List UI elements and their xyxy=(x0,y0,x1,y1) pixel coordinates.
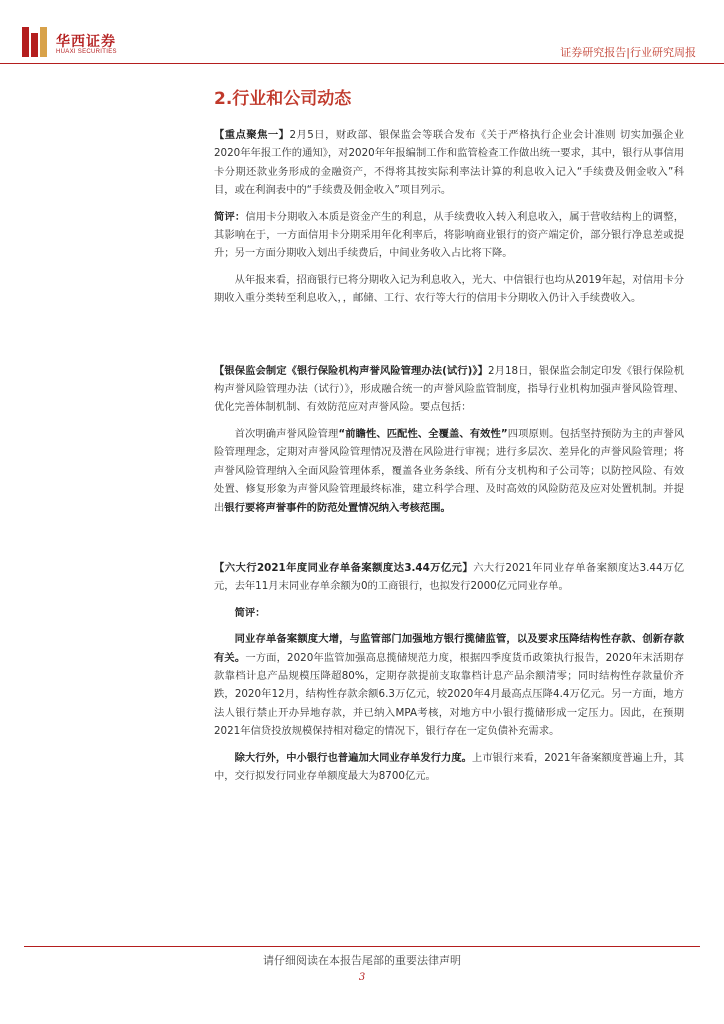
news3-comment-label xyxy=(214,604,684,622)
main-content xyxy=(214,126,684,793)
page-header xyxy=(0,0,724,70)
news3-p2-bold: 同业存单备案额度大增，与监管部门加强地方银行揽储监管，以及要求压降结构性存款、创新存款有关。 xyxy=(214,633,684,664)
news2-p2-text-b: 四项原则。包括坚持预防为主的声誉风险管理理念，定期对声誉风险管理情况及潜在风险进行审视；进行多层次、差异化的声誉风险管理；将声誉风险管理纳入全面风险管理体系，覆盖各业务条线、所有分支机构和子公司等；以防控风险、有效处置、修复形象为声誉风险管理最终标准，建立科学合理、及时高效的风险防范及应对处置机制。并提出 xyxy=(214,427,684,514)
spacer xyxy=(214,316,684,362)
news1-body: 2月5日，财政部、银保监会等联合发布《关于严格执行企业会计准则 切实加强企业2020年年报工作的通知》，对2020年年报编制工作和监管检查工作做出统一要求，其中，银行从事信用卡分期还款业务形成的金融资产，不得将其按实际利率法计算的利息收入记入“手续费及佣金收入”科目，或在利润表中的“手续费及佣金收入”项目列示。 xyxy=(214,129,685,197)
news2-body: 2月18日，银保监会制定印发《银行保险机构声誉风险管理办法（试行）》，形成融合统一的声誉风险监管制度，指导行业机构加强声誉风险管理、优化完善体制机制、有效防范应对声誉风险。要点包括： xyxy=(214,364,684,414)
page-number: 3 xyxy=(358,972,366,983)
report-type-label: 证券研究报告|行业研究周报 xyxy=(560,46,696,59)
news1-comment-label: 简评： xyxy=(214,210,246,223)
news1-headline: 【重点聚焦一】 xyxy=(214,129,290,141)
news3-p3-bold: 除大行外，中小银行也普遍加大同业存单发行力度。 xyxy=(234,751,472,764)
news2-p2-bold: “前瞻性、匹配性、全覆盖、有效性” xyxy=(338,427,508,440)
news3-paragraph xyxy=(214,559,684,596)
news3-p3-text: 上市银行来看，2021年备案额度普遍上升，其中，交行拟发行同业存单额度最大为8700亿元。 xyxy=(214,751,684,782)
logo-chinese-name: 华西证券 xyxy=(56,34,116,50)
footer-divider xyxy=(24,946,700,947)
news3-headline: 【六大行2021年度同业存单备案额度达3.44万亿元】 xyxy=(214,561,474,574)
news2-headline: 【银保监会制定《银行保险机构声誉风险管理办法(试行)》】 xyxy=(214,364,488,377)
news2-p2-bold-2: 银行要将声誉事件的防范处置情况纳入考核范围。 xyxy=(224,501,451,514)
news1-paragraph xyxy=(214,126,684,200)
header-divider xyxy=(0,63,724,64)
news2-p2-text-a: 首次明确声誉风险管理 xyxy=(234,427,339,440)
news3-p2-text: 一方面，2020年监管加强高息揽储规范力度，根据四季度货币政策执行报告，2020年末活期存款靠档计息产品规模压降超80%，定期存款提前支取靠档计息产品余额清零；同时结构性存款量价齐跌，2020年12月，结构性存款余额6.3万亿元，较2020年4月最高点压降4.4万亿元。另一方面，地方法人银行禁止开办异地存款，并已纳入MPA考核，对地方中小银行揽储形成一定压力。因此，在预期2021年信贷投放规模保持相对稳定的情况下，银行存在一定负债补充需求。 xyxy=(214,651,684,738)
news3-body: 六大行2021年同业存单备案额度达3.44万亿元，去年11月末同业存单余额为0的工商银行，也拟发行2000亿元同业存单。 xyxy=(214,561,684,593)
legal-disclaimer: 请仔细阅读在本报告尾部的重要法律声明 xyxy=(263,954,461,967)
spacer xyxy=(214,525,684,559)
news1-comment xyxy=(214,208,684,263)
logo-english-name: HUAXI SECURITIES xyxy=(56,49,117,55)
news3-comment-label-text: 简评： xyxy=(234,606,266,619)
section-title: 2.行业和公司动态 xyxy=(214,89,352,109)
news3-paragraph-2 xyxy=(214,630,684,740)
news1-comment-text: 信用卡分期收入本质是资金产生的利息，从手续费收入转入利息收入，属于营收结构上的调整，其影响在于，一方面信用卡分期采用年化利率后，将影响商业银行的资产端定价，部分银行净息差或提升；另一方面分期收入划出手续费后，中间业务收入占比将下降。 xyxy=(214,210,684,260)
news3-paragraph-3 xyxy=(214,749,684,786)
news2-paragraph-2 xyxy=(214,425,684,517)
news2-paragraph xyxy=(214,362,684,417)
news1-paragraph-3: 从年报来看，招商银行已将分期收入记为利息收入，光大、中信银行也均从2019年起，对信用卡分期收入重分类转至利息收入，，邮储、工行、农行等大行的信用卡分期收入仍计入手续费收入。 xyxy=(214,273,684,305)
huaxi-logo-icon xyxy=(22,27,48,57)
